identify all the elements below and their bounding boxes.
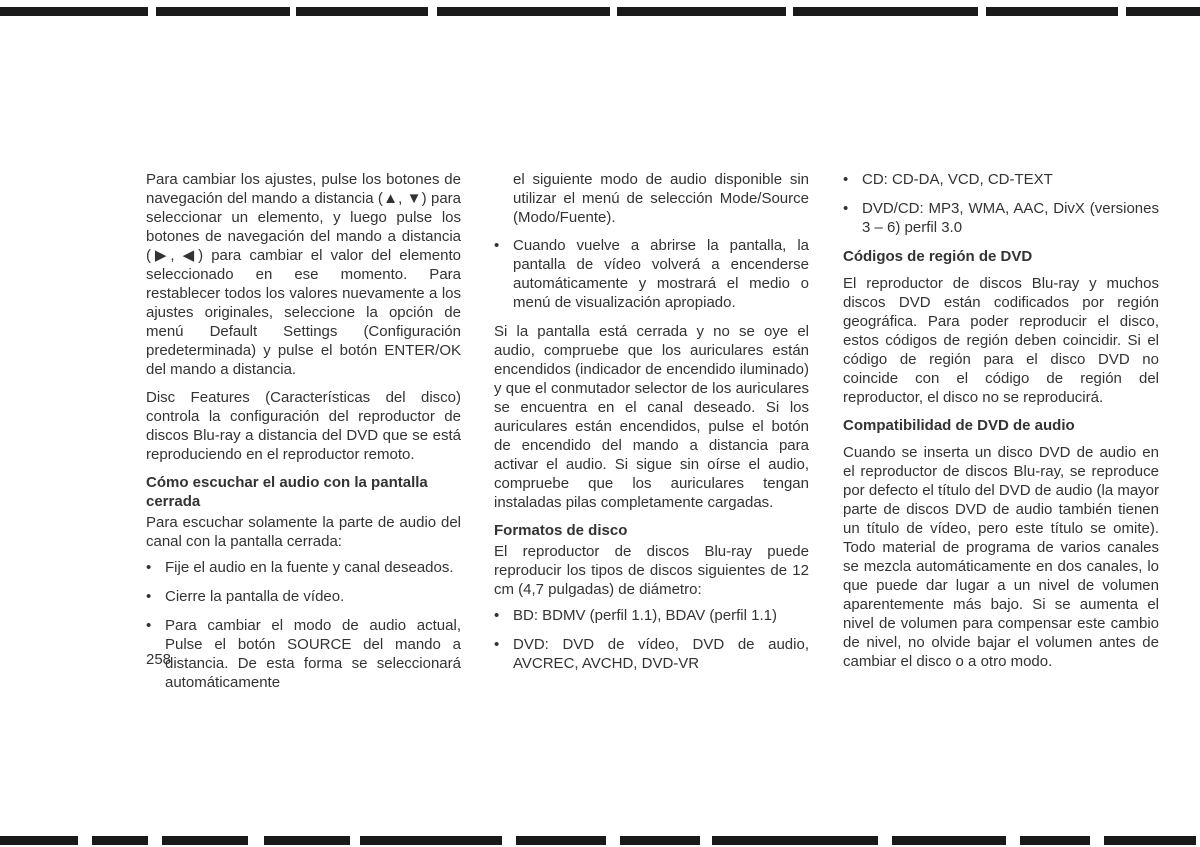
paragraph: Para cambiar los ajustes, pulse los botones de navegación del mando a distancia (▲, ▼) para seleccionar un elemento, y luego pulse los botones de navegación del mando a distancia (▶, ◀) para cambiar el valor del elemento seleccionado en ese momento. Para restablecer todos los valores nuevamente a los ajustes originales, seleccione la opción de menú Default Settings (Configuración predeterminada) y pulse el botón ENTER/OK del mando a distancia. <box>146 171 461 378</box>
bullet-item <box>146 587 461 606</box>
bullet-text: Fije el audio en la fuente y canal deseados. <box>165 559 454 576</box>
bullet-item <box>494 606 809 625</box>
bullet-marker-icon: • <box>843 200 849 217</box>
column-right <box>843 170 1159 680</box>
bullet-item <box>843 170 1159 189</box>
bullet-marker-icon: • <box>843 171 849 188</box>
paragraph: Si la pantalla está cerrada y no se oye el audio, compruebe que los auriculares están encendidos (indicador de encendido iluminado) y que el conmutador selector de los auriculares se encuentra en el canal deseado. Si los auriculares están encendidos, pulse el botón de encendido del mando a distancia para activar el audio. Si sigue sin oírse el audio, compruebe que los auriculares tengan instaladas pilas completamente cargadas. <box>494 323 809 511</box>
bullet-item <box>494 635 809 673</box>
section-heading: Compatibilidad de DVD de audio <box>843 417 1075 434</box>
bullet-marker-icon: • <box>494 607 500 624</box>
bullet-marker-icon: • <box>146 559 152 576</box>
bullet-text: Para cambiar el modo de audio actual, Pulse el botón SOURCE del mando a distancia. De esta forma se seleccionará automáticamente <box>165 617 461 691</box>
bullet-text: DVD: DVD de vídeo, DVD de audio, AVCREC, AVCHD, DVD-VR <box>513 636 809 672</box>
section-heading: Códigos de región de DVD <box>843 248 1033 265</box>
paragraph: El reproductor de discos Blu-ray puede reproducir los tipos de discos siguientes de 12 cm (4,7 pulgadas) de diámetro: <box>494 543 809 598</box>
bullet-item <box>146 558 461 577</box>
bullet-text: Cuando vuelve a abrirse la pantalla, la pantalla de vídeo volverá a encenderse automáticamente y mostrará el medio o menú de visualización apropiado. <box>513 237 809 311</box>
paragraph: Disc Features (Características del disco) controla la configuración del reproductor de discos Blu-ray a distancia del DVD que se está reproduciendo en el reproductor remoto. <box>146 389 461 463</box>
page-number: 258 <box>146 651 172 668</box>
bullet-marker-icon: • <box>146 588 152 605</box>
paragraph: Para escuchar solamente la parte de audio del canal con la pantalla cerrada: <box>146 514 461 550</box>
section-heading: Cómo escuchar el audio con la pantalla cerrada <box>146 474 428 510</box>
bullet-item <box>146 616 461 692</box>
bullet-text: BD: BDMV (perfil 1.1), BDAV (perfil 1.1) <box>513 607 777 624</box>
bullet-marker-icon: • <box>494 636 500 653</box>
column-left <box>146 170 461 702</box>
continuation-paragraph: el siguiente modo de audio disponible sin utilizar el menú de selección Mode/Source (Modo/Fuente). <box>513 171 809 226</box>
paragraph: El reproductor de discos Blu-ray y muchos discos DVD están codificados por región geográfica. Para poder reproducir el disco, estos códigos de región deben coincidir. Si el código de región para el disco DVD no coincide con el código de región del reproductor, el disco no se reproducirá. <box>843 275 1159 406</box>
bullet-text: Cierre la pantalla de vídeo. <box>165 588 345 605</box>
bullet-marker-icon: • <box>494 237 500 254</box>
scan-artifact-bottom-bar <box>0 836 1200 845</box>
bullet-text: DVD/CD: MP3, WMA, AAC, DivX (versiones 3 – 6) perfil 3.0 <box>862 200 1159 236</box>
section-heading: Formatos de disco <box>494 522 628 539</box>
column-middle <box>494 170 809 683</box>
bullet-item <box>494 236 809 312</box>
bullet-text: CD: CD-DA, VCD, CD-TEXT <box>862 171 1053 188</box>
scan-artifact-top-bar <box>0 7 1200 16</box>
paragraph: Cuando se inserta un disco DVD de audio en el reproductor de discos Blu-ray, se reproduce por defecto el título del DVD de audio (la mayor parte de discos DVD de audio también tienen un título de vídeo, pero este título se omite). Todo material de programa de varios canales se mezcla automáticamente en dos canales, lo que puede dar lugar a un nivel de volumen aparentemente más bajo. Si se aumenta el nivel de volumen para compensar este cambio de nivel, no olvide bajar el volumen antes de cambiar el disco o a otro modo. <box>843 444 1160 670</box>
bullet-marker-icon: • <box>146 617 152 634</box>
bullet-item <box>843 199 1159 237</box>
